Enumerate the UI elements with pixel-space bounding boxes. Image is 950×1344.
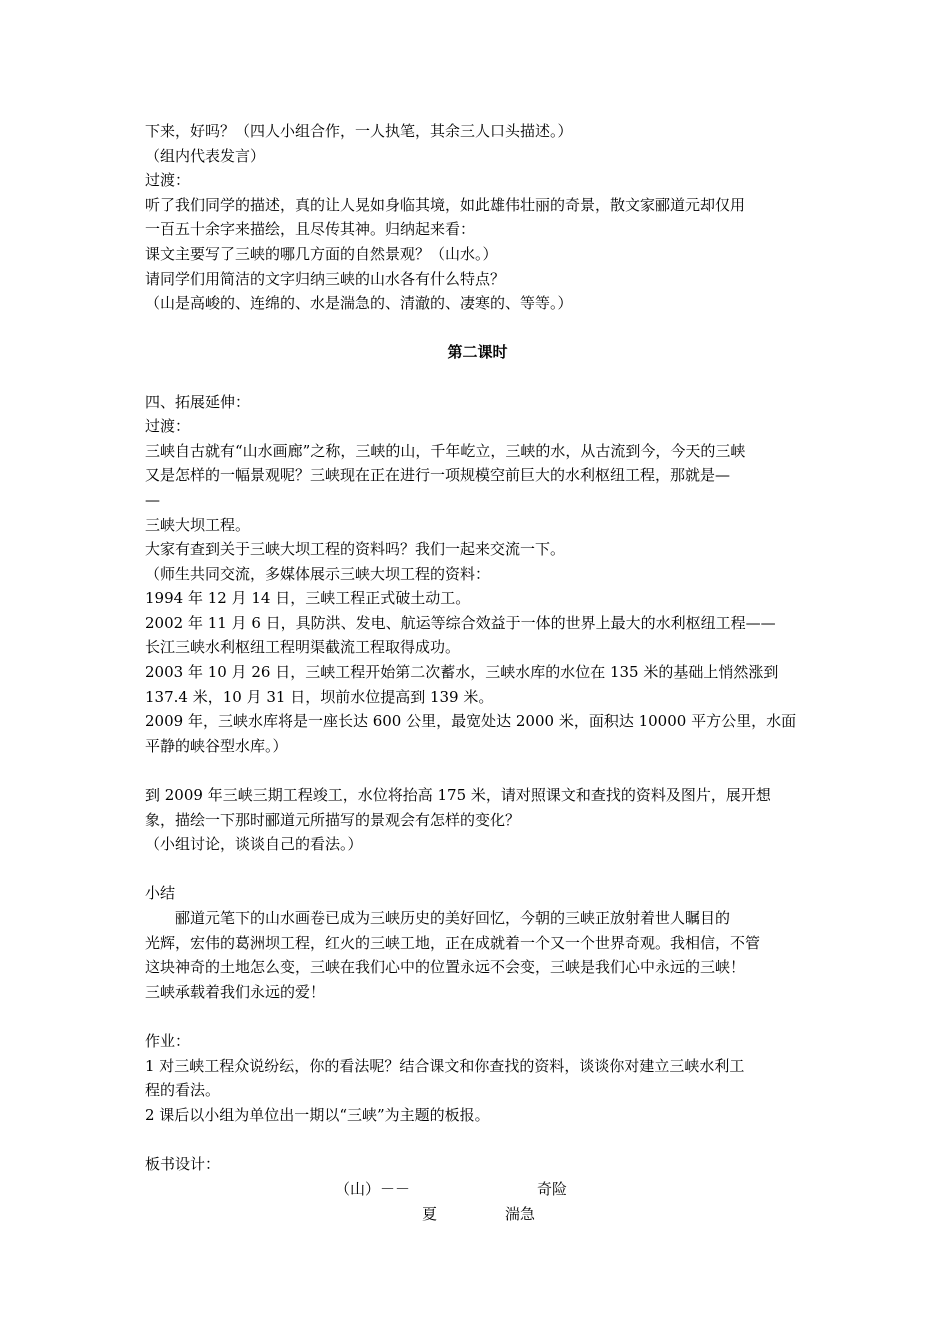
text-line: （山是高峻的、连绵的、水是湍急的、清澈的、凄寒的、等等。）	[145, 294, 573, 313]
board-tuanji: 湍急	[505, 1204, 536, 1223]
text-line: 过渡：	[145, 417, 191, 436]
text-line: 三峡自古就有“山水画廊”之称，三峡的山，千年屹立，三峡的水，从古流到今，今天的三峡	[145, 441, 746, 460]
board-qixian: 奇险	[537, 1179, 568, 1198]
text-line: 三峡承载着我们永远的爱！	[145, 982, 326, 1001]
imagine-block	[145, 783, 810, 857]
homework-item: 程的看法。	[145, 1081, 221, 1100]
timeline-entry: 2009 年，三峡水库将是一座长达 600 公里，最宽处达 2000 米，面积达 10000 平方公里，水面	[145, 712, 797, 731]
timeline-entry: 平静的峡谷型水库。）	[145, 736, 288, 755]
text-line: 三峡大坝工程。	[145, 515, 251, 534]
text-line: 这块神奇的土地怎么变，三峡在我们心中的位置永远不会变，三峡是我们心中永远的三峡！	[145, 958, 746, 977]
board-summer: 夏	[422, 1204, 438, 1223]
text-line: —	[145, 490, 160, 509]
board-mountain: （山）－－	[335, 1179, 411, 1198]
spacer	[145, 758, 810, 783]
section-heading: 四、拓展延伸：	[145, 392, 251, 411]
board-design	[145, 1152, 810, 1232]
lesson-title: 第二课时	[447, 343, 508, 362]
text-line: 到 2009 年三峡三期工程竣工，水位将抬高 175 米，请对照课文和查找的资料及图片，展开想	[145, 786, 771, 805]
text-line: 大家有查到关于三峡大坝工程的资料吗？我们一起来交流一下。	[145, 540, 566, 559]
timeline-entry: 137.4 米，10 月 31 日，坝前水位提高到 139 米。	[145, 687, 494, 706]
timeline-entry: 2002 年 11 月 6 日，具防洪、发电、航运等综合效益于一体的世界上最大的水利枢纽工程——	[145, 613, 776, 632]
intro-block	[145, 119, 810, 316]
extension-section	[145, 390, 810, 759]
homework-item: 2 课后以小组为单位出一期以“三峡”为主题的板报。	[145, 1105, 490, 1124]
homework-title: 作业：	[145, 1031, 191, 1050]
text-line: 过渡：	[145, 171, 191, 190]
spacer	[145, 316, 810, 341]
text-line: 听了我们同学的描述，真的让人晃如身临其境，如此雄伟壮丽的奇景，散文家郦道元却仅用	[145, 195, 746, 214]
text-line: （组内代表发言）	[145, 146, 266, 165]
spacer	[145, 1127, 810, 1152]
text-line: 请同学们用简洁的文字归纳三峡的山水各有什么特点？	[145, 269, 506, 288]
spacer	[145, 1004, 810, 1029]
board-title: 板书设计：	[145, 1154, 221, 1173]
text-line: 象，描绘一下那时郦道元所描写的景观会有怎样的变化？	[145, 810, 521, 829]
summary-block	[145, 881, 810, 1004]
summary-title: 小结	[145, 884, 176, 903]
board-layout	[145, 1177, 810, 1232]
text-line: 下来，好吗？（四人小组合作，一人执笔，其余三人口头描述。）	[145, 122, 573, 140]
spacer	[145, 365, 810, 390]
text-line: 课文主要写了三峡的哪几方面的自然景观？（山水。）	[145, 244, 498, 263]
homework-item: 1 对三峡工程众说纷纭，你的看法呢？结合课文和你查找的资料，谈谈你对建立三峡水利工	[145, 1056, 745, 1075]
timeline-entry: 长江三峡水利枢纽工程明渠截流工程取得成功。	[145, 638, 461, 657]
homework-block	[145, 1029, 810, 1127]
spacer	[145, 857, 810, 882]
text-line: 光辉，宏伟的葛洲坝工程，红火的三峡工地，正在成就着一个又一个世界奇观。我相信，不管	[145, 933, 761, 952]
text-line: （小组讨论，谈谈自己的看法。）	[145, 835, 363, 854]
timeline-entry: 1994 年 12 月 14 日，三峡工程正式破土动工。	[145, 589, 471, 608]
text-line: 郦道元笔下的山水画卷已成为三峡历史的美好回忆，今朝的三峡正放射着世人瞩目的	[175, 909, 731, 927]
text-line: 一百五十余字来描绘，且尽传其神。归纳起来看：	[145, 220, 476, 239]
document-page	[145, 119, 810, 1232]
text-line: 又是怎样的一幅景观呢？三峡现在正在进行一项规模空前巨大的水利枢纽工程，那就是—	[145, 466, 731, 485]
timeline-entry: 2003 年 10 月 26 日，三峡工程开始第二次蓄水，三峡水库的水位在 135 米的基础上悄然涨到	[145, 663, 779, 682]
text-line: （师生共同交流，多媒体展示三峡大坝工程的资料：	[145, 564, 491, 583]
